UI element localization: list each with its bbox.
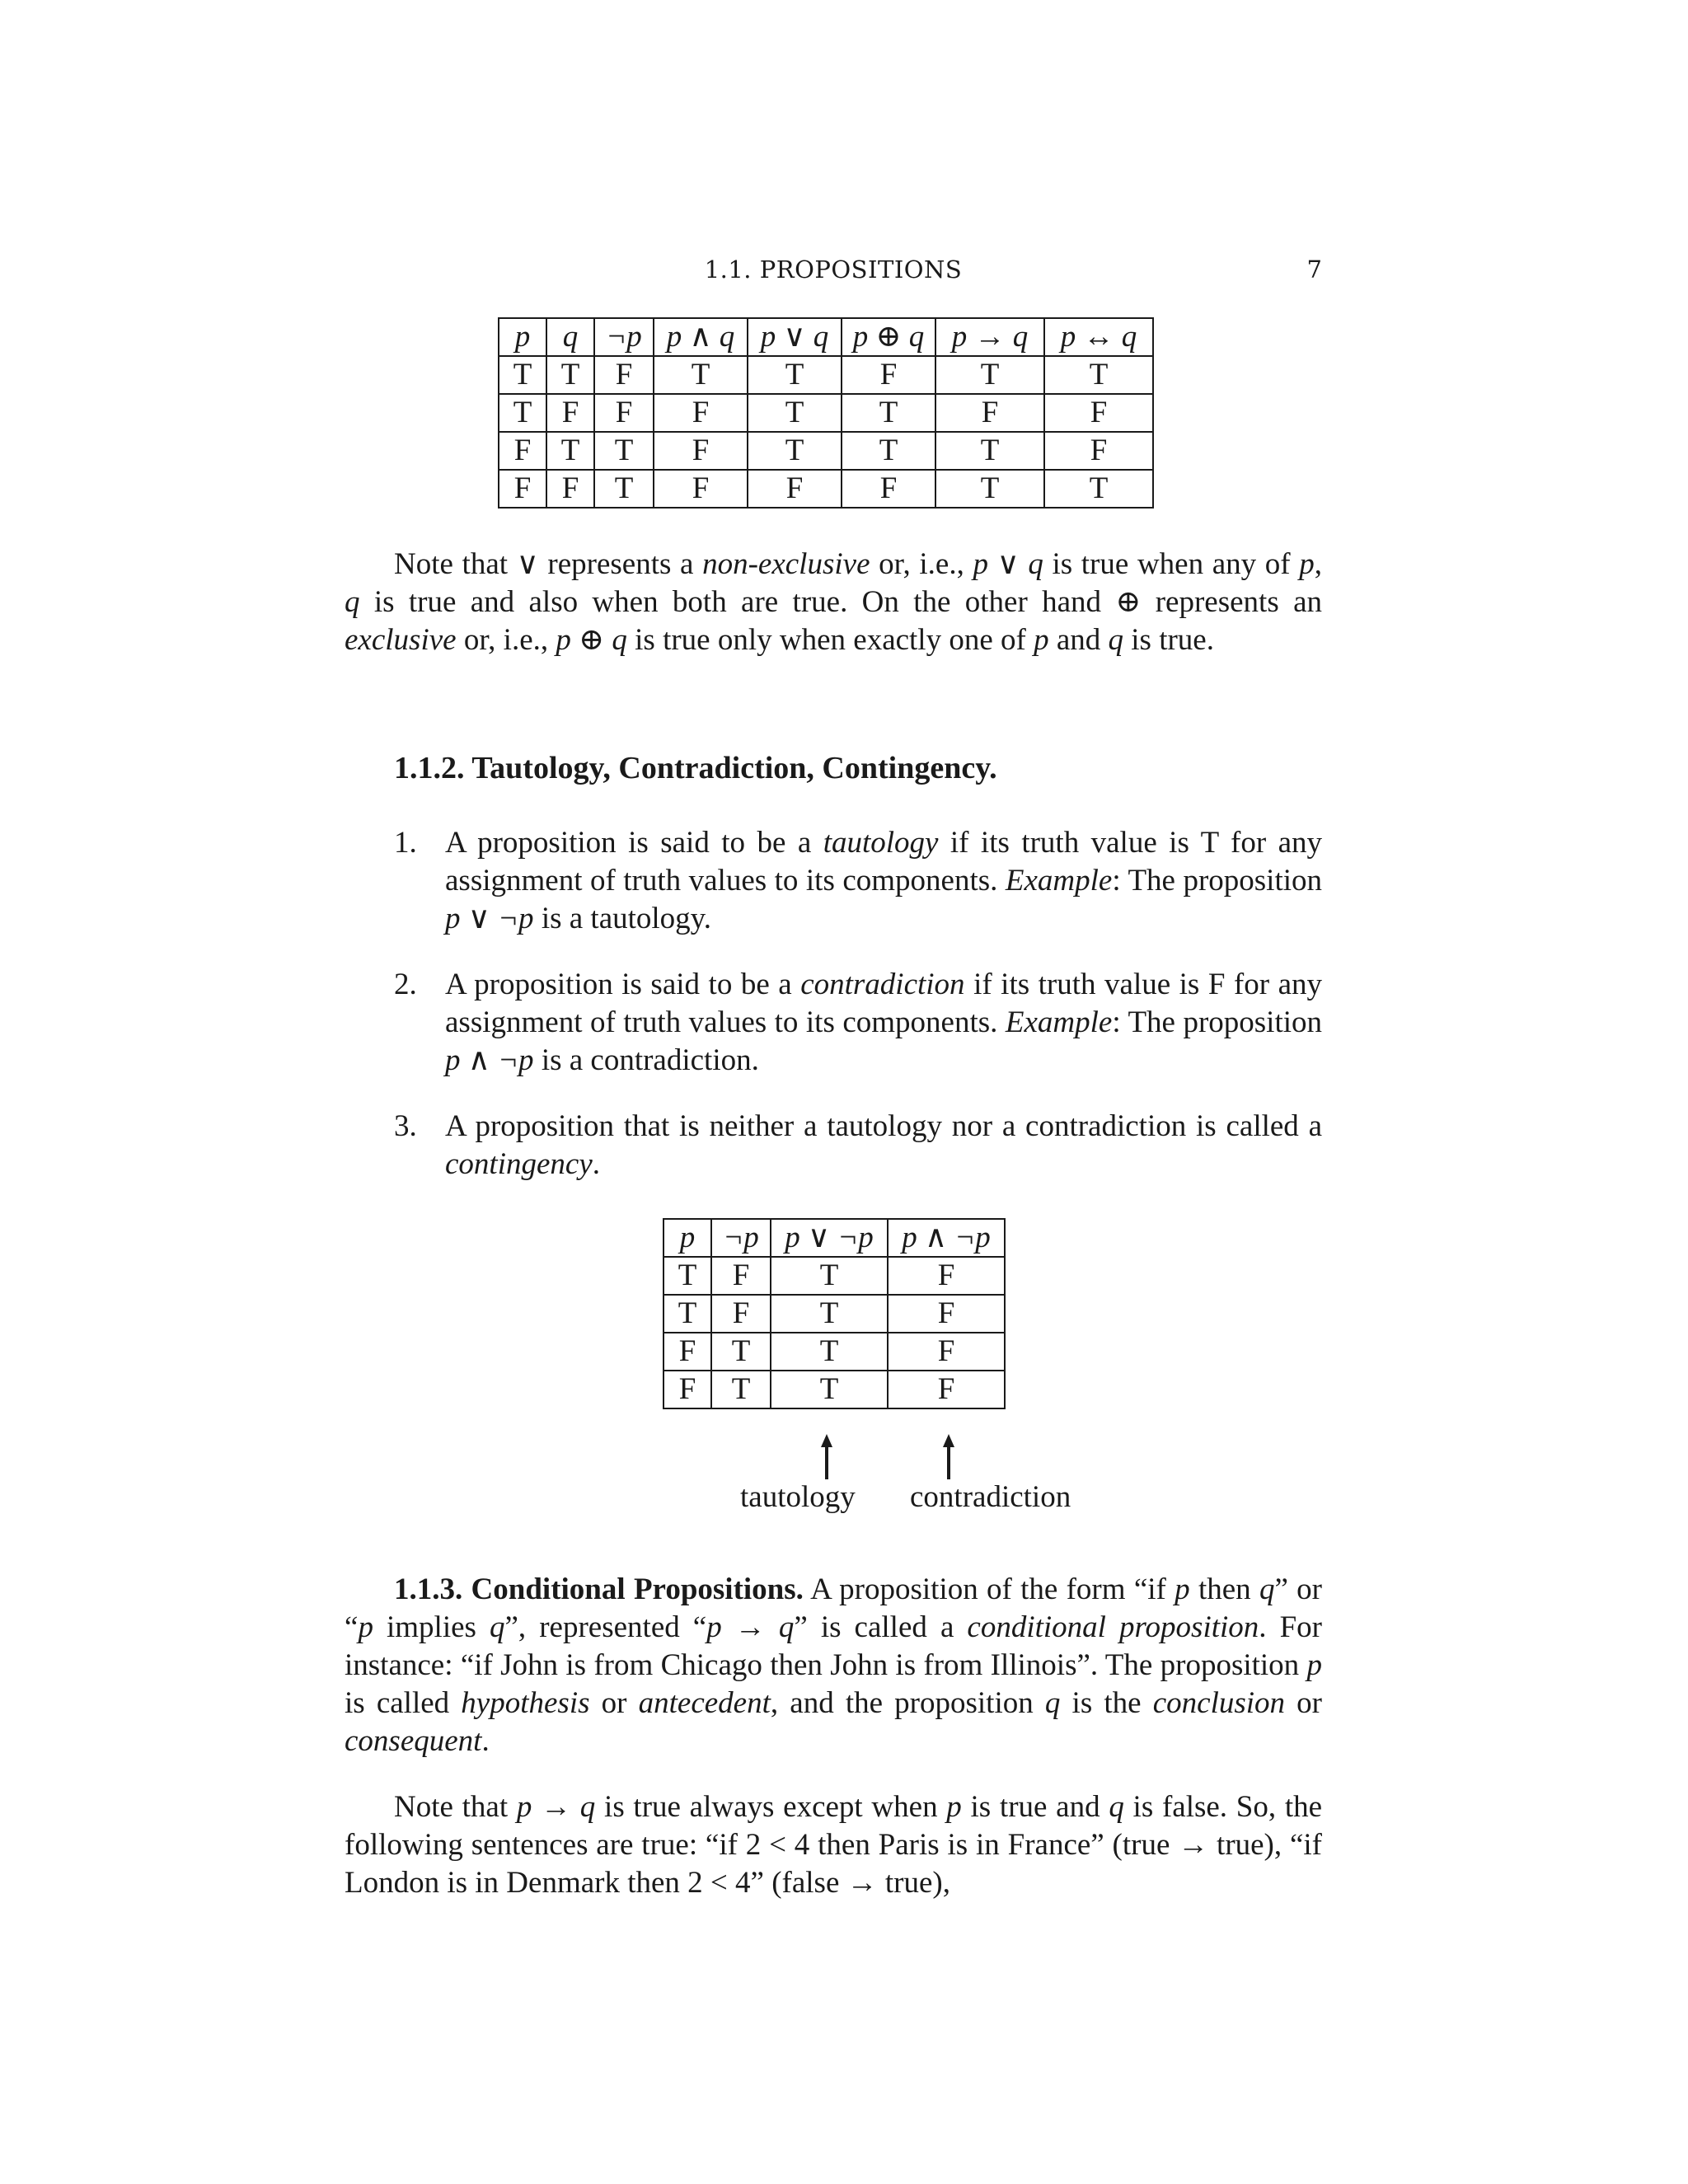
math-expression: q xyxy=(1044,1686,1061,1720)
text-run: ” or “ xyxy=(345,1572,1322,1644)
table-header-cell: p ∨ ¬p xyxy=(771,1219,888,1257)
table-cell: F xyxy=(654,394,748,432)
page-number: 7 xyxy=(1306,255,1322,284)
emphasis-term: antecedent xyxy=(638,1686,771,1720)
table-cell: F xyxy=(888,1371,1005,1408)
math-expression: q xyxy=(1259,1572,1275,1606)
table-row xyxy=(663,1257,1005,1295)
truth-table-tautology-contradiction xyxy=(663,1218,1006,1409)
text-run: A proposition is said to be a xyxy=(445,826,823,860)
table-header-cell: p → q xyxy=(935,318,1044,356)
text-run: . xyxy=(592,1147,600,1181)
table-row xyxy=(499,356,1153,394)
text-run: , and the proposition xyxy=(770,1686,1045,1720)
text-run: is false. So, the following sentences are true: “if 2 < 4 then Paris is in France” (true → true), “if London is in Denmark then 2 < 4” (false → true), xyxy=(345,1790,1323,1900)
text-run: A proposition is said to be a xyxy=(445,968,801,1001)
table-cell: T xyxy=(654,356,748,394)
table-cell: F xyxy=(594,356,654,394)
emphasis-term: hypothesis xyxy=(461,1686,590,1720)
table-cell: F xyxy=(842,470,935,508)
table-cell: T xyxy=(546,356,594,394)
table-cell: T xyxy=(935,470,1044,508)
list-item-number: 1. xyxy=(394,826,417,860)
text-run: is true. xyxy=(1123,623,1214,657)
math-expression: p ∨ ¬p xyxy=(445,902,534,935)
paragraph-note-or xyxy=(345,546,1322,659)
table-header-cell: p ⊕ q xyxy=(842,318,935,356)
text-run: if its truth value is T for any assignment of truth values to its components. xyxy=(445,826,1322,898)
table-header-row xyxy=(663,1219,1005,1257)
table-row xyxy=(663,1371,1005,1408)
table-header-cell: ¬p xyxy=(594,318,654,356)
arrow-up-icon xyxy=(943,1434,954,1447)
running-header xyxy=(345,255,1322,288)
math-expression: p xyxy=(1175,1572,1190,1606)
emphasis-term: contingency xyxy=(445,1147,593,1181)
table-header-row xyxy=(499,318,1153,356)
math-expression: p ⊕ q xyxy=(556,623,627,657)
table-cell: F xyxy=(1044,394,1153,432)
table-header-cell: p xyxy=(499,318,546,356)
arrow-shaft xyxy=(825,1446,828,1479)
text-run: or, i.e., xyxy=(456,623,556,657)
truth-table-connectives xyxy=(498,317,1154,509)
list-item xyxy=(394,1108,1322,1183)
text-run: : The proposition xyxy=(1112,864,1323,898)
table-cell: F xyxy=(654,432,748,470)
table-header-cell: p ∧ ¬p xyxy=(888,1219,1005,1257)
text-run: then xyxy=(1189,1572,1259,1606)
table-cell: F xyxy=(663,1371,711,1408)
table-cell: F xyxy=(546,470,594,508)
table-cell: F xyxy=(888,1257,1005,1295)
math-expression: p xyxy=(1299,547,1315,581)
table-cell: F xyxy=(935,394,1044,432)
table-header-cell: ¬p xyxy=(711,1219,771,1257)
emphasis-term: consequent xyxy=(345,1724,482,1758)
running-header-title: 1.1. PROPOSITIONS xyxy=(704,255,963,284)
text-run: if its truth value is F for any assignment of truth values to its components. xyxy=(445,968,1322,1039)
emphasis-term: tautology xyxy=(823,826,939,860)
table-cell: F xyxy=(594,394,654,432)
table-cell: T xyxy=(663,1257,711,1295)
table-row xyxy=(499,394,1153,432)
table-cell: T xyxy=(842,394,935,432)
emphasis-term: non-exclusive xyxy=(702,547,870,581)
list-item-number: 2. xyxy=(394,968,417,1001)
table-header-cell: q xyxy=(546,318,594,356)
paragraph-conditional-propositions xyxy=(345,1571,1322,1760)
text-run: is called xyxy=(345,1686,462,1720)
text-run: . For instance: “if John is from Chicago then John is from Illinois”. The proposition xyxy=(345,1610,1323,1682)
text-run: implies xyxy=(373,1610,490,1644)
math-expression: q xyxy=(1108,623,1124,657)
table-cell: T xyxy=(594,432,654,470)
section-heading-tautology: 1.1.2. Tautology, Contradiction, Contingency. xyxy=(394,751,997,785)
text-run: ”, represented “ xyxy=(504,1610,707,1644)
math-expression: p xyxy=(946,1790,962,1824)
math-expression: p → q xyxy=(706,1610,795,1644)
table-cell: T xyxy=(748,432,842,470)
table-cell: F xyxy=(546,394,594,432)
table-cell: T xyxy=(499,394,546,432)
text-run: is a contradiction. xyxy=(533,1043,759,1077)
table-cell: F xyxy=(499,432,546,470)
table-cell: T xyxy=(771,1371,888,1408)
text-run: ” is called a xyxy=(794,1610,968,1644)
emphasis-term: Example xyxy=(1005,1005,1113,1039)
table-cell: T xyxy=(935,356,1044,394)
text-run: A proposition of the form “if xyxy=(803,1572,1175,1606)
text-run: or xyxy=(1285,1686,1322,1720)
table-cell: T xyxy=(1044,470,1153,508)
text-run: is true and also when both are true. On the other hand ⊕ represents an xyxy=(359,585,1322,619)
table-header-cell: p ↔ q xyxy=(1044,318,1153,356)
text-run: is true and xyxy=(961,1790,1109,1824)
arrow-shaft xyxy=(947,1446,950,1479)
table-cell: F xyxy=(711,1295,771,1333)
table-cell: T xyxy=(711,1371,771,1408)
text-run: is a tautology. xyxy=(533,902,712,935)
table-cell: T xyxy=(711,1333,771,1371)
table-cell: F xyxy=(888,1295,1005,1333)
text-run: is true only when exactly one of xyxy=(626,623,1034,657)
definition-list xyxy=(394,824,1322,1212)
text-run: or xyxy=(589,1686,639,1720)
list-item xyxy=(394,824,1322,938)
math-expression: p ∨ q xyxy=(973,547,1043,581)
annotation-tautology: tautology xyxy=(740,1480,856,1514)
math-expression: p ∧ ¬p xyxy=(445,1043,534,1077)
emphasis-term: conclusion xyxy=(1152,1686,1286,1720)
math-expression: p xyxy=(1306,1648,1322,1682)
math-expression: q xyxy=(490,1610,505,1644)
table-cell: T xyxy=(748,356,842,394)
arrow-up-icon xyxy=(821,1434,832,1447)
emphasis-term: Example xyxy=(1005,864,1113,898)
table-cell: T xyxy=(499,356,546,394)
table-cell: T xyxy=(771,1333,888,1371)
text-run: Note that xyxy=(394,1790,517,1824)
list-item-number: 3. xyxy=(394,1109,417,1143)
table-cell: T xyxy=(594,470,654,508)
text-run: or, i.e., xyxy=(870,547,973,581)
emphasis-term: exclusive xyxy=(345,623,457,657)
text-run: is true when any of xyxy=(1043,547,1300,581)
table-row xyxy=(499,470,1153,508)
table-cell: F xyxy=(888,1333,1005,1371)
text-run: , xyxy=(1314,547,1322,581)
table-cell: F xyxy=(711,1257,771,1295)
math-expression: p → q xyxy=(516,1790,596,1824)
table-cell: T xyxy=(771,1257,888,1295)
table-header-cell: p ∨ q xyxy=(748,318,842,356)
annotation-contradiction: contradiction xyxy=(910,1480,1071,1514)
emphasis-term: contradiction xyxy=(800,968,965,1001)
list-item xyxy=(394,966,1322,1080)
emphasis-term: conditional proposition xyxy=(967,1610,1259,1644)
table-cell: F xyxy=(748,470,842,508)
text-run: is true always except when xyxy=(595,1790,947,1824)
math-expression: q xyxy=(1109,1790,1124,1824)
table-header-cell: p xyxy=(663,1219,711,1257)
table-row xyxy=(663,1333,1005,1371)
table-cell: T xyxy=(663,1295,711,1333)
text-run: Note that ∨ represents a xyxy=(394,547,703,581)
math-expression: p xyxy=(1034,623,1049,657)
text-run: . xyxy=(481,1724,490,1758)
table-cell: T xyxy=(546,432,594,470)
table-cell: T xyxy=(748,394,842,432)
table-cell: F xyxy=(1044,432,1153,470)
table-row xyxy=(499,432,1153,470)
paragraph-note-implies xyxy=(345,1788,1322,1902)
table-cell: T xyxy=(935,432,1044,470)
table-cell: F xyxy=(499,470,546,508)
math-expression: p xyxy=(358,1610,373,1644)
table-row xyxy=(663,1295,1005,1333)
table-header-cell: p ∧ q xyxy=(654,318,748,356)
table-cell: F xyxy=(842,356,935,394)
table-cell: T xyxy=(1044,356,1153,394)
table-cell: T xyxy=(842,432,935,470)
text-run: A proposition that is neither a tautology nor a contradiction is called a xyxy=(445,1109,1322,1143)
table-cell: T xyxy=(771,1295,888,1333)
section-heading-conditional: 1.1.3. Conditional Propositions. xyxy=(394,1572,804,1606)
table-cell: F xyxy=(663,1333,711,1371)
math-expression: q xyxy=(345,585,360,619)
text-run: and xyxy=(1048,623,1109,657)
text-run: : The proposition xyxy=(1112,1005,1323,1039)
text-run: is the xyxy=(1060,1686,1153,1720)
table-cell: F xyxy=(654,470,748,508)
